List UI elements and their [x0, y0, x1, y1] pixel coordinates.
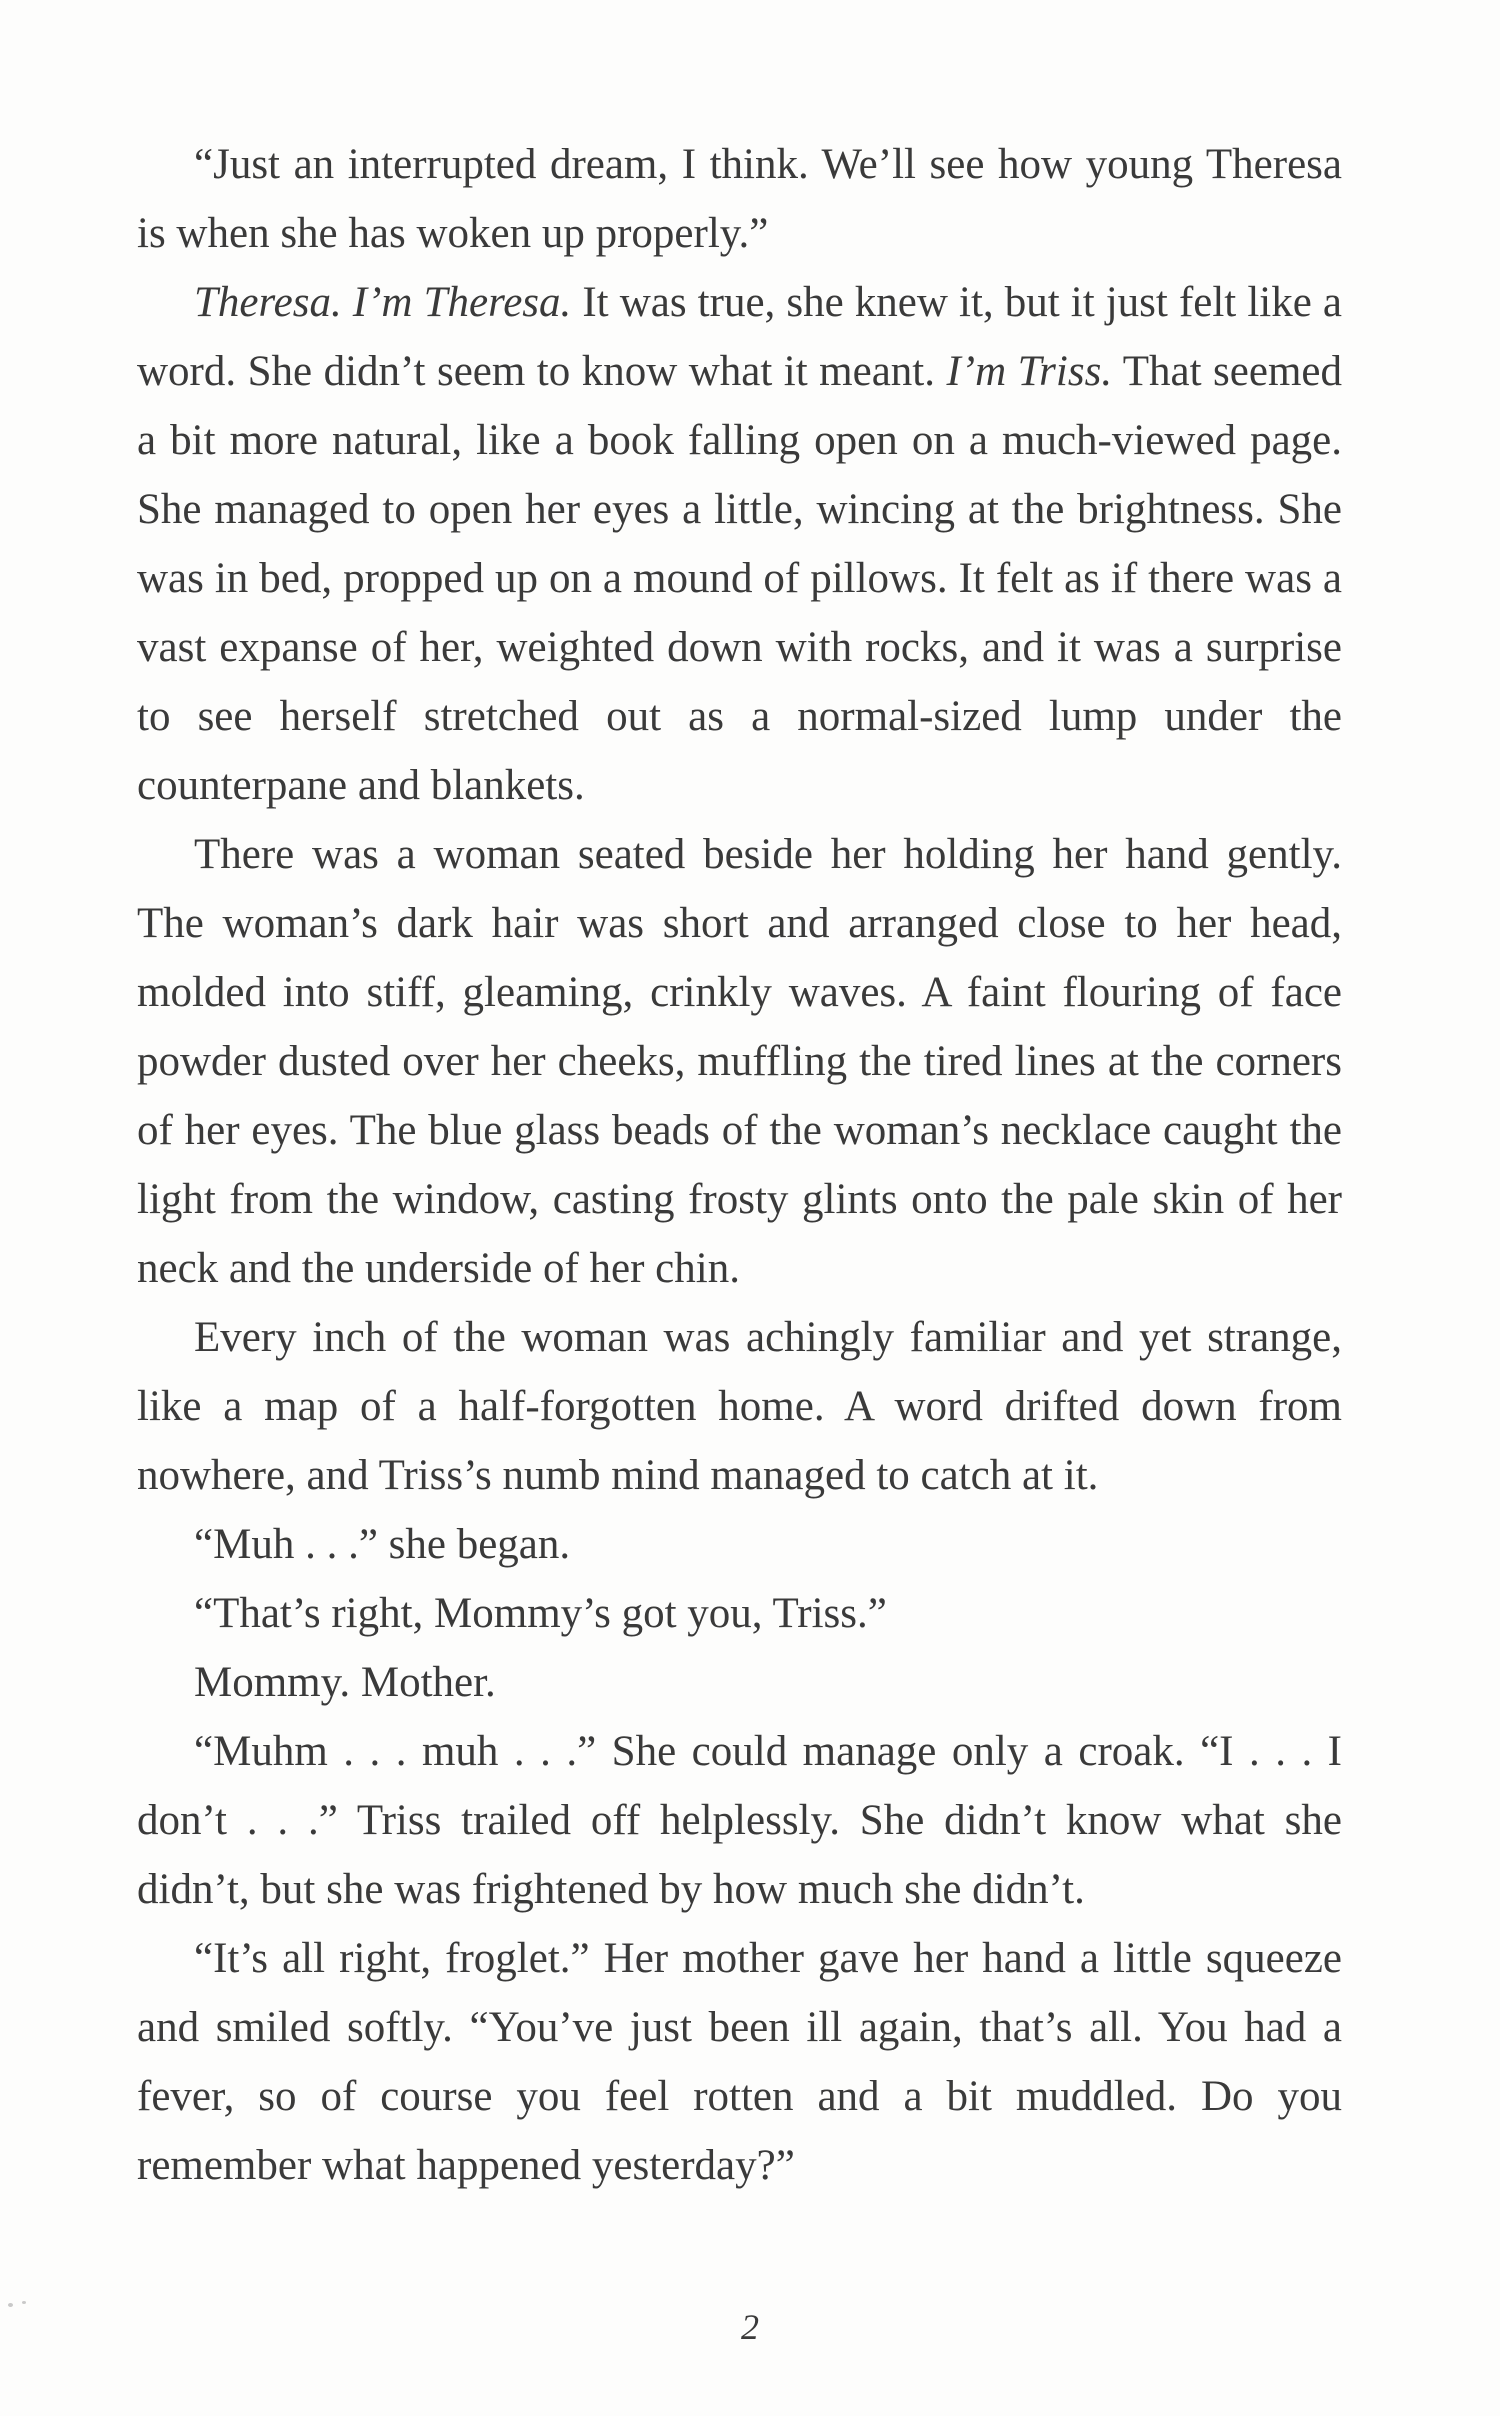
text-run: Every inch of the woman was achingly familiar and yet strange, like a map of a half-forgotten home. A word drifted down from nowhere, and Triss’s numb mind managed to catch at it.: [137, 1314, 1342, 1499]
paragraph: [137, 1579, 1342, 1648]
text-run: “Muhm . . . muh . . .” She could manage only a croak. “I . . . I don’t . . .” Triss trailed off helplessly. She didn’t know what she didn’t, but she was frightened by how much she didn’t.: [137, 1728, 1342, 1913]
italic-text-run: Theresa. I’m Theresa.: [194, 279, 572, 326]
italic-text-run: I’m Triss.: [946, 348, 1113, 395]
paragraph: [137, 1303, 1342, 1510]
paragraph: [137, 1717, 1342, 1924]
body-text: [137, 130, 1342, 2200]
scan-speck: [22, 2301, 26, 2304]
text-run: That seemed a bit more natural, like a book falling open on a much-viewed page. She managed to open her eyes a little, wincing at the brightness. She was in bed, propped up on a mound of pillows. It felt as if there was a vast expanse of her, weighted down with rocks, and it was a surprise to see herself stretched out as a normal-sized lump under the counterpane and blankets.: [137, 348, 1342, 809]
text-run: “Muh . . .” she began.: [194, 1521, 571, 1568]
text-run: Mommy. Mother.: [194, 1659, 496, 1706]
text-run: There was a woman seated beside her holding her hand gently. The woman’s dark hair was short and arranged close to her head, molded into stiff, gleaming, crinkly waves. A faint flouring of face powder dusted over her cheeks, muffling the tired lines at the corners of her eyes. The blue glass beads of the woman’s necklace caught the light from the window, casting frosty glints onto the pale skin of her neck and the underside of her chin.: [137, 831, 1342, 1292]
paragraph: [137, 1924, 1342, 2200]
paragraph: [137, 820, 1342, 1303]
scan-speck: [8, 2303, 13, 2307]
paragraph: [137, 1510, 1342, 1579]
text-run: “It’s all right, froglet.” Her mother gave her hand a little squeeze and smiled softly. “You’ve just been ill again, that’s all. You had a fever, so of course you feel rotten and a bit muddled. Do you remember what happened yesterday?”: [137, 1935, 1342, 2189]
text-run: It was true, she knew it, but it just felt like a word. She didn’t seem to know what it meant.: [137, 279, 1342, 395]
paragraph: [137, 268, 1342, 820]
text-run: “That’s right, Mommy’s got you, Triss.”: [194, 1590, 887, 1637]
text-run: “Just an interrupted dream, I think. We’ll see how young Theresa is when she has woken up properly.”: [137, 141, 1342, 257]
paragraph: [137, 130, 1342, 268]
paragraph: [137, 1648, 1342, 1717]
page-number: 2: [741, 2307, 759, 2347]
